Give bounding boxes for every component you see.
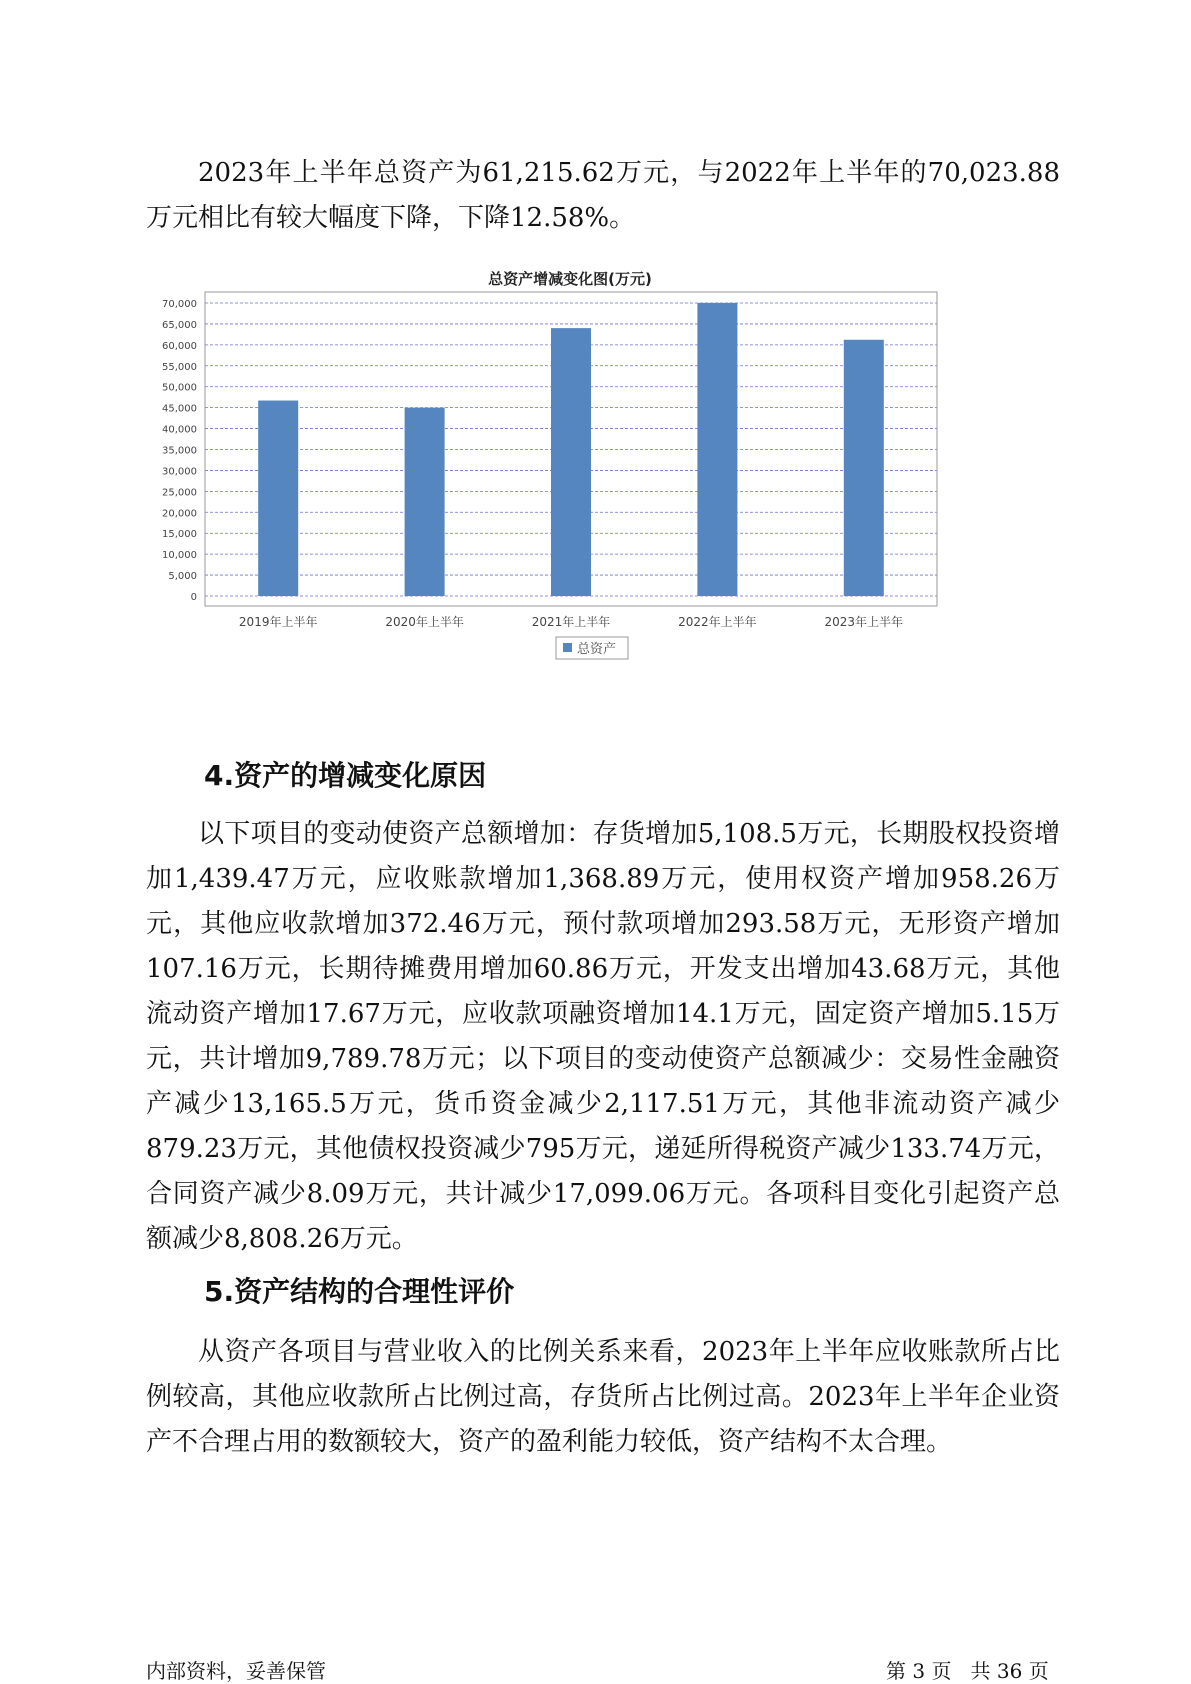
y-tick-label: 50,000 bbox=[162, 382, 197, 394]
y-tick-label: 0 bbox=[190, 592, 197, 603]
y-tick-label: 55,000 bbox=[162, 361, 197, 373]
y-tick-label: 70,000 bbox=[162, 299, 197, 310]
chart-title: 总资产增减变化图(万元) bbox=[488, 270, 652, 288]
x-tick-label: 2022年上半年 bbox=[678, 615, 757, 629]
x-tick-label: 2020年上半年 bbox=[385, 615, 464, 629]
x-tick-label: 2021年上半年 bbox=[531, 615, 611, 629]
section-4-body: 以下项目的变动使资产总额增加：存货增加5,108.5万元，长期股权投资增加1,439.47万元，应收账款增加1,368.89万元，使用权资产增加958.26万元，其他应收款增加372.46万元，预付款项增加293.58万元，无形资产增加107.16万元，长期待摊费用增加60.86万元，开发支出增加43.68万元，其他流动资产增加17.67万元，应收款项融资增加14.1万元，固定资产增加5.15万元，共计增加9,789.78万元；以下项目的变动使资产总额减少：交易性金融资产减少13,165.5万元，货币资金减少2,117.51万元，其他非流动资产减少879.23万元，其他债权投资减少795万元，递延所得税资产减少133.74万元，合同资产减少8.09万元，共计减少17,099.06万元。各项科目变化引起资产总额减少8,808.26万元。 bbox=[146, 819, 1060, 1254]
y-tick-label: 20,000 bbox=[162, 508, 197, 520]
y-tick-label: 35,000 bbox=[162, 445, 197, 457]
bar bbox=[405, 408, 445, 596]
y-tick-label: 65,000 bbox=[162, 319, 197, 331]
y-tick-label: 45,000 bbox=[162, 403, 197, 415]
y-tick-label: 40,000 bbox=[162, 424, 197, 436]
y-tick-label: 60,000 bbox=[162, 340, 197, 352]
y-tick-label: 30,000 bbox=[162, 466, 197, 478]
x-tick-label: 2023年上半年 bbox=[824, 615, 904, 629]
bar bbox=[258, 401, 298, 596]
y-tick-label: 15,000 bbox=[162, 529, 197, 541]
y-tick-label: 5,000 bbox=[168, 571, 197, 583]
section-4-heading: 4.资产的增减变化原因 bbox=[204, 759, 487, 792]
y-tick-label: 10,000 bbox=[162, 550, 197, 562]
y-tick-label: 25,000 bbox=[162, 487, 197, 499]
section-5-body: 从资产各项目与营业收入的比例关系来看，2023年上半年应收账款所占比例较高，其他应收款所占比例过高，存货所占比例过高。2023年上半年企业资产不合理占用的数额较大，资产的盈利能力较低，资产结构不太合理。 bbox=[146, 1337, 1060, 1457]
intro-paragraph: 2023年上半年总资产为61,215.62万元，与2022年上半年的70,023.88万元相比有较大幅度下降，下降12.58%。 bbox=[146, 158, 1060, 233]
x-tick-label: 2019年上半年 bbox=[238, 615, 318, 629]
legend-swatch bbox=[563, 643, 572, 652]
footer-confidential-note: 内部资料，妥善保管 bbox=[146, 1659, 326, 1683]
bar bbox=[844, 340, 884, 596]
chart-legend bbox=[556, 637, 628, 659]
x-axis-ticks bbox=[239, 614, 903, 629]
footer-current-page: 第 3 页 bbox=[886, 1659, 952, 1683]
footer-total-pages: 共 36 页 bbox=[970, 1659, 1049, 1683]
section-5-heading: 5.资产结构的合理性评价 bbox=[204, 1275, 515, 1308]
bar bbox=[551, 328, 591, 596]
total-assets-bar-chart bbox=[140, 262, 1050, 722]
y-axis-ticks bbox=[162, 299, 197, 603]
legend-label: 总资产 bbox=[577, 642, 617, 657]
bar bbox=[697, 303, 737, 596]
footer-page-number bbox=[886, 1658, 1049, 1684]
